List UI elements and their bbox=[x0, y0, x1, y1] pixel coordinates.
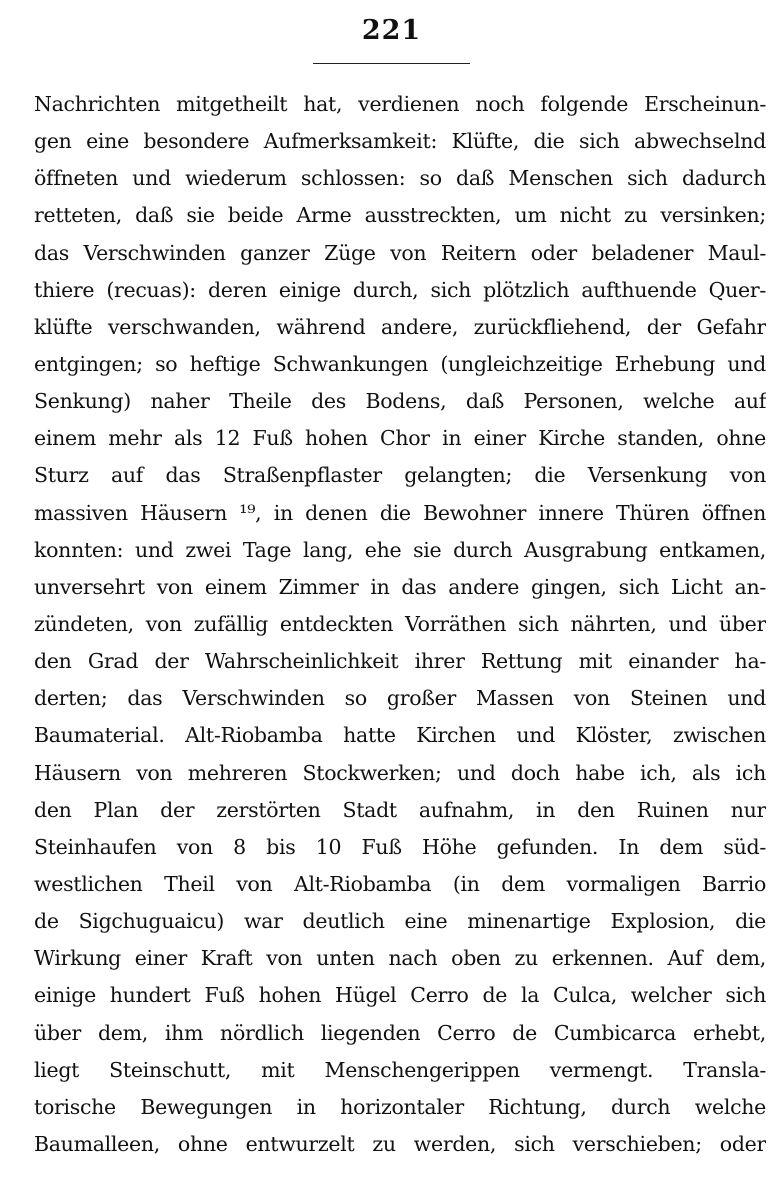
text-line: Baumaterial. Alt-Riobamba hatte Kirchen und Klöster, zwischen bbox=[34, 723, 766, 748]
text-line: retteten, daß sie beide Arme ausstreckten, um nicht zu versinken; bbox=[34, 203, 766, 228]
body-text bbox=[34, 86, 766, 1163]
text-line: den Plan der zerstörten Stadt aufnahm, in den Ruinen nur bbox=[34, 797, 766, 822]
text-line: Senkung) naher Theile des Bodens, daß Personen, welche auf bbox=[34, 389, 766, 414]
text-line: konnten: und zwei Tage lang, ehe sie durch Ausgrabung entkamen, bbox=[34, 537, 766, 562]
text-line: unversehrt von einem Zimmer in das andere gingen, sich Licht an- bbox=[34, 574, 766, 599]
text-line: liegt Steinschutt, mit Menschengerippen vermengt. Transla- bbox=[34, 1057, 766, 1082]
text-line: Wirkung einer Kraft von unten nach oben zu erkennen. Auf dem, bbox=[34, 946, 766, 971]
text-line: öffneten und wiederum schlossen: so daß Menschen sich dadurch bbox=[34, 166, 766, 191]
text-line: Steinhaufen von 8 bis 10 Fuß Höhe gefunden. In dem süd- bbox=[34, 834, 766, 859]
text-line: thiere (recuas): deren einige durch, sich plötzlich aufthuende Quer- bbox=[34, 277, 766, 302]
text-line: über dem, ihm nördlich liegenden Cerro de Cumbicarca erhebt, bbox=[34, 1020, 766, 1045]
text-line: torische Bewegungen in horizontaler Richtung, durch welche bbox=[34, 1094, 766, 1119]
text-line: Baumalleen, ohne entwurzelt zu werden, sich verschieben; oder bbox=[34, 1131, 766, 1156]
text-line: de Sigchuguaicu) war deutlich eine minenartige Explosion, die bbox=[34, 909, 766, 934]
text-line: Nachrichten mitgetheilt hat, verdienen noch folgende Erscheinun- bbox=[34, 92, 766, 116]
text-line: derten; das Verschwinden so großer Massen von Steinen und bbox=[34, 686, 766, 711]
text-line: Sturz auf das Straßenpflaster gelangten; die Versenkung von bbox=[34, 463, 766, 488]
text-line: gen eine besondere Aufmerksamkeit: Klüfte, die sich abwechselnd bbox=[34, 129, 766, 154]
text-line: den Grad der Wahrscheinlichkeit ihrer Rettung mit einander ha- bbox=[34, 649, 766, 674]
text-line: einige hundert Fuß hohen Hügel Cerro de la Culca, welcher sich bbox=[34, 983, 766, 1008]
text-line: westlichen Theil von Alt-Riobamba (in dem vormaligen Barrio bbox=[34, 871, 766, 896]
text-line: entgingen; so heftige Schwankungen (ungleichzeitige Erhebung und bbox=[34, 351, 766, 376]
text-line: klüfte verschwanden, während andere, zurückfliehend, der Gefahr bbox=[34, 314, 766, 339]
page-number: 221 bbox=[361, 15, 422, 46]
header-rule bbox=[313, 63, 470, 64]
text-line: Häusern von mehreren Stockwerken; und doch habe ich, als ich bbox=[34, 760, 766, 785]
text-line: massiven Häusern ¹⁹, in denen die Bewohner innere Thüren öffnen bbox=[34, 500, 766, 525]
text-line: das Verschwinden ganzer Züge von Reitern oder beladener Maul- bbox=[34, 240, 766, 265]
text-line: einem mehr als 12 Fuß hohen Chor in einer Kirche standen, ohne bbox=[34, 426, 766, 451]
text-line: zündeten, von zufällig entdeckten Vorräthen sich nährten, und über bbox=[34, 611, 766, 636]
